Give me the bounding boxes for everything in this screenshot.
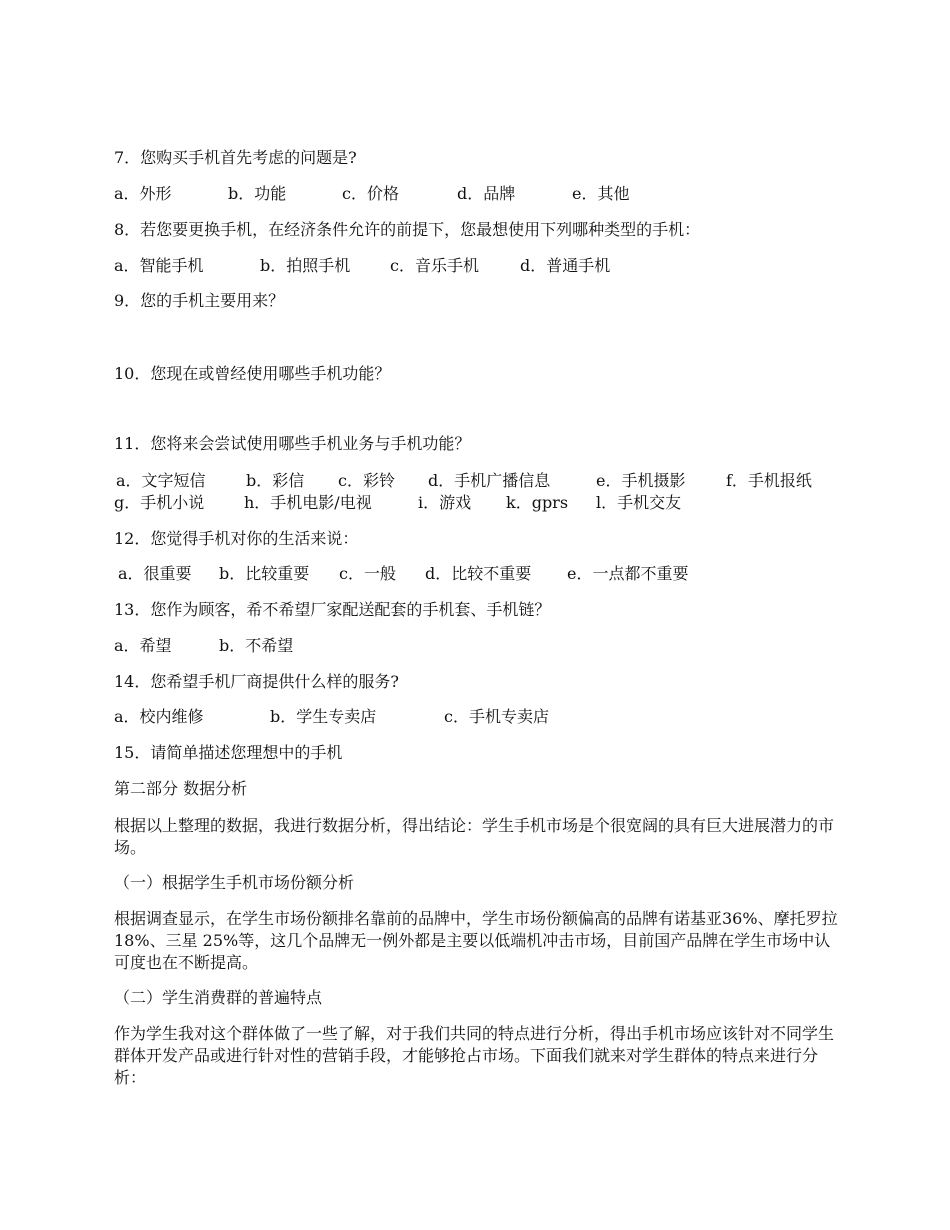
q11-option-k: k．gprs [506, 493, 569, 512]
part2-intro: 根据以上整理的数据，我进行数据分析，得出结论：学生手机市场是个很宽阔的具有巨大进展潜力的市场。 [114, 816, 835, 857]
section1-title: （一）根据学生手机市场份额分析 [114, 873, 355, 892]
question-13: 13．您作为顾客，希不希望厂家配送配套的手机套、手机链？ [114, 600, 551, 619]
q13-option-a: a．希望 [114, 636, 172, 655]
q11-option-b: b．彩信 [246, 471, 305, 490]
question-8: 8．若您要更换手机，在经济条件允许的前提下，您最想使用下列哪种类型的手机： [114, 220, 701, 239]
q7-option-d: d．品牌 [457, 184, 516, 203]
part2-heading: 第二部分 数据分析 [114, 779, 248, 798]
q12-option-c: c．一般 [339, 564, 396, 583]
q11-option-f: f．手机报纸 [726, 471, 812, 490]
q11-option-a: a．文字短信 [116, 471, 206, 490]
question-10: 10．您现在或曾经使用哪些手机功能？ [114, 364, 391, 383]
q12-option-d: d．比较不重要 [425, 564, 532, 583]
section2-title: （二）学生消费群的普遍特点 [114, 988, 323, 1007]
q7-option-a: a．外形 [114, 184, 172, 203]
q7-option-c: c．价格 [342, 184, 399, 203]
q11-option-h: h．手机电影/电视 [244, 493, 372, 512]
q12-option-a: a．很重要 [118, 564, 192, 583]
section1-body: 根据调查显示，在学生市场份额排名靠前的品牌中，学生市场份额偏高的品牌有诺基亚36%、摩托罗拉 18%、三星 25%等，这几个品牌无一例外都是主要以低端机冲击市场，目前国产品牌在学生市场中认可度也在不断提高。 [114, 909, 838, 972]
q8-option-b: b．拍照手机 [260, 256, 351, 275]
q11-option-l: l．手机交友 [596, 493, 682, 512]
q13-option-b: b．不希望 [219, 636, 294, 655]
q11-option-i: i．游戏 [418, 493, 472, 512]
question-11: 11．您将来会尝试使用哪些手机业务与手机功能？ [114, 434, 471, 453]
q14-option-a: a．校内维修 [114, 707, 204, 726]
q12-option-e: e．一点都不重要 [567, 564, 689, 583]
section2-body: 作为学生我对这个群体做了一些了解，对于我们共同的特点进行分析，得出手机市场应该针对不同学生群体开发产品或进行针对性的营销手段，才能够抢占市场。下面我们就来对学生群体的特点来进行分析： [114, 1024, 835, 1087]
q7-option-b: b．功能 [228, 184, 287, 203]
question-12: 12．您觉得手机对你的生活来说： [114, 529, 359, 548]
q12-option-b: b．比较重要 [219, 564, 310, 583]
question-14: 14．您希望手机厂商提供什么样的服务? [114, 672, 399, 691]
q11-option-c: c．彩铃 [338, 471, 395, 490]
q14-option-b: b．学生专卖店 [270, 707, 377, 726]
q7-option-e: e．其他 [572, 184, 630, 203]
q8-option-d: d．普通手机 [520, 256, 611, 275]
question-15: 15．请简单描述您理想中的手机 [114, 743, 343, 762]
q11-option-g: g．手机小说 [114, 493, 205, 512]
q8-option-a: a．智能手机 [114, 256, 204, 275]
q8-option-c: c．音乐手机 [390, 256, 479, 275]
q11-option-d: d．手机广播信息 [428, 471, 551, 490]
question-7: 7．您购买手机首先考虑的问题是? [114, 148, 357, 167]
q11-option-e: e．手机摄影 [596, 471, 686, 490]
question-9: 9．您的手机主要用来？ [114, 291, 285, 310]
q14-option-c: c．手机专卖店 [444, 707, 549, 726]
